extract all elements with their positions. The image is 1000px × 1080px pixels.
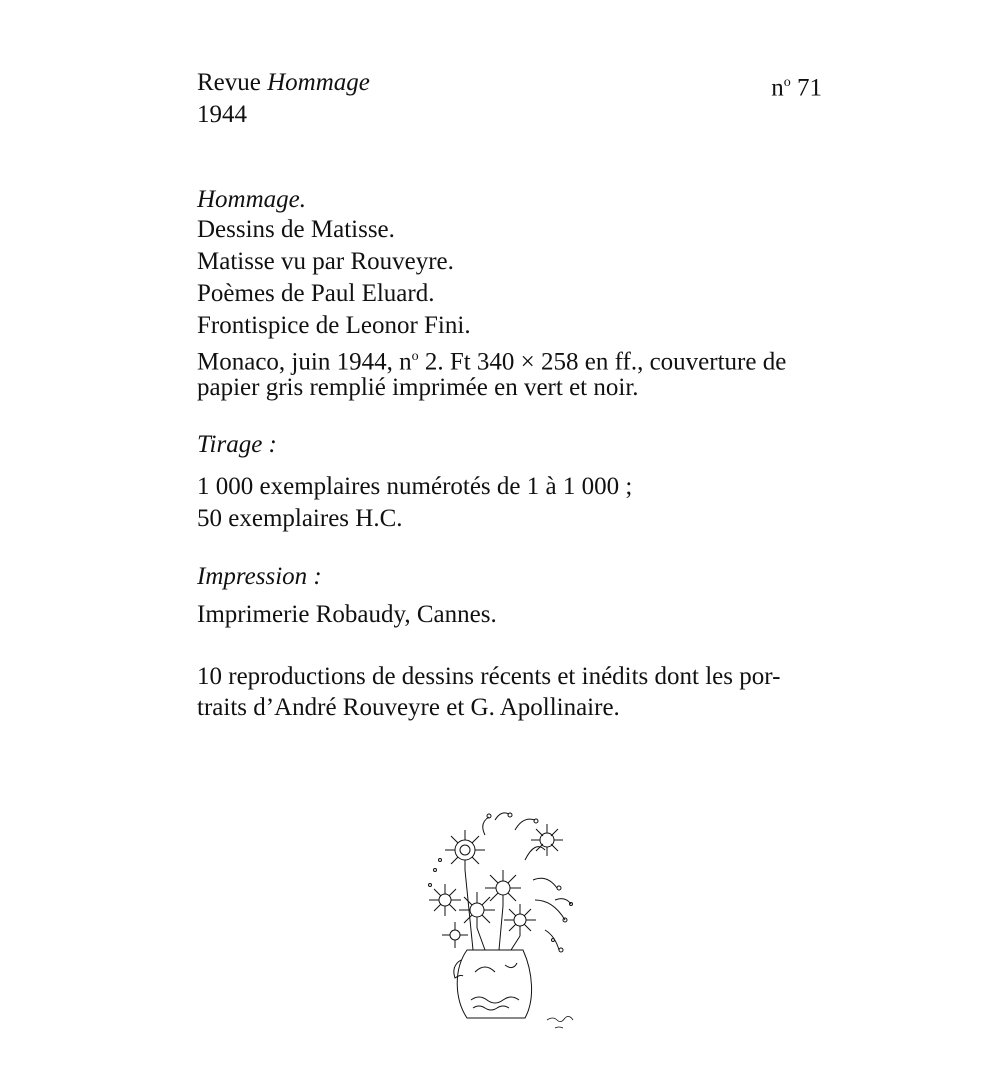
tirage-line: 1 000 exemplaires numérotés de 1 à 1 000 ; [197,473,633,500]
description-line: Poèmes de Paul Eluard. [197,280,435,307]
flowers-in-vase-drawing [415,800,590,1035]
description-line: Frontispice de Leonor Fini. [197,312,471,339]
number-prefix: n [771,74,784,102]
description-title: Hommage. [197,186,307,213]
impression-line: Imprimerie Robaudy, Cannes. [197,601,497,628]
vase-outline [457,950,531,1018]
description-line: Dessins de Matisse. [197,216,395,243]
revue-heading [197,68,370,98]
notes-line: 10 reproductions de dessins récents et inédits dont les por- [197,663,781,690]
revue-year: 1944 [197,101,247,128]
revue-prefix: Revue [197,69,261,96]
impression-label: Impression : [197,563,322,590]
notes-line: traits d’André Rouveyre et G. Apollinaire. [197,694,620,721]
imprint-part-a: Monaco, juin 1944, n [197,348,412,376]
imprint-sup: o [411,349,419,364]
number-value: 71 [797,74,822,102]
description-line: Matisse vu par Rouveyre. [197,248,454,275]
revue-title: Hommage [267,69,370,96]
tirage-line: 50 exemplaires H.C. [197,505,403,532]
tirage-label: Tirage : [197,431,277,458]
imprint-line-2: papier gris remplié imprimée en vert et noir. [197,374,639,401]
imprint-part-b: 2. Ft 340 × 258 en ff., couverture de [418,348,787,376]
catalog-number [771,68,822,103]
number-sup: o [783,75,791,90]
